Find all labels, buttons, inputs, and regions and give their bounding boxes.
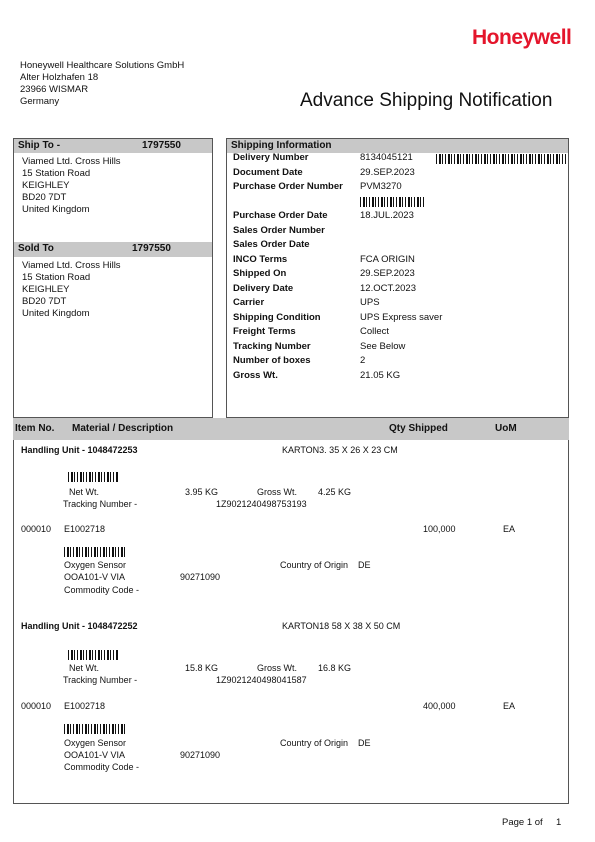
- sender-line: Alter Holzhafen 18: [20, 72, 99, 83]
- shipping-condition-label: Shipping Condition: [233, 312, 321, 323]
- item-barcode: [64, 724, 126, 734]
- country-label: Country of Origin: [280, 738, 349, 748]
- address-line: BD20 7DT: [22, 296, 67, 307]
- ship-to-number: 1797550: [142, 140, 181, 151]
- sold-to-header: [14, 242, 212, 257]
- carrier: UPS: [360, 297, 380, 308]
- handling-unit-title: Handling Unit - 1048472253: [21, 445, 138, 455]
- tracking-label: Tracking Number -: [63, 675, 138, 685]
- address-line: United Kingdom: [22, 204, 90, 215]
- tracking-label: Tracking Number -: [63, 499, 138, 509]
- address-line: Viamed Ltd. Cross Hills: [22, 260, 121, 271]
- freight-terms-label: Freight Terms: [233, 326, 296, 337]
- carton-dimensions: KARTON3. 35 X 26 X 23 CM: [282, 445, 398, 455]
- sender-line: Honeywell Healthcare Solutions GmbH: [20, 60, 185, 71]
- address-line: Viamed Ltd. Cross Hills: [22, 156, 121, 167]
- ship-to-label: Ship To -: [18, 140, 61, 151]
- page-label: Page 1 of: [502, 817, 543, 828]
- po-number: PVM3270: [360, 181, 402, 192]
- gross-wt: 16.8 KG: [318, 663, 352, 673]
- gross-wt-label: Gross Wt.: [257, 663, 297, 673]
- items-header: [13, 418, 569, 440]
- address-line: KEIGHLEY: [22, 180, 70, 191]
- uom: EA: [503, 524, 516, 534]
- sold-to-address: [22, 260, 121, 320]
- carton-dimensions: KARTON18 58 X 38 X 50 CM: [282, 621, 401, 631]
- part-number: OOA101-V VIA: [64, 750, 126, 760]
- material: E1002718: [64, 524, 106, 534]
- freight-terms: Collect: [360, 326, 390, 337]
- gross-wt-label: Gross Wt.: [233, 370, 278, 381]
- po-number-label: Purchase Order Number: [233, 181, 343, 192]
- gross-wt: 21.05 KG: [360, 370, 401, 381]
- qty-shipped: 100,000: [423, 524, 456, 534]
- inco-terms-label: INCO Terms: [233, 254, 288, 265]
- delivery-date: 12.OCT.2023: [360, 283, 416, 294]
- material: E1002718: [64, 701, 106, 711]
- delivery-barcode: [436, 154, 566, 164]
- tracking: 1Z9021240498753193: [216, 499, 307, 509]
- item-description: Oxygen Sensor: [64, 738, 127, 748]
- part-number: OOA101-V VIA: [64, 572, 126, 582]
- shipping-condition: UPS Express saver: [360, 312, 443, 323]
- page-total: 1: [556, 817, 562, 828]
- sender-line: 23966 WISMAR: [20, 84, 89, 95]
- country-label: Country of Origin: [280, 560, 349, 570]
- delivery-number-label: Delivery Number: [233, 152, 309, 163]
- address-line: United Kingdom: [22, 308, 90, 319]
- address-line: BD20 7DT: [22, 192, 67, 203]
- po-date: 18.JUL.2023: [360, 210, 414, 221]
- net-wt: 3.95 KG: [185, 487, 219, 497]
- number-of-boxes-label: Number of boxes: [233, 355, 311, 366]
- number-of-boxes: 2: [360, 355, 366, 366]
- tracking-number: See Below: [360, 341, 406, 352]
- po-date-label: Purchase Order Date: [233, 210, 328, 221]
- net-wt: 15.8 KG: [185, 663, 219, 673]
- shipping-info-header: [227, 139, 568, 153]
- sold-to-number: 1797550: [132, 243, 171, 254]
- qty-header: Qty Shipped: [389, 423, 448, 434]
- commodity-label: Commodity Code -: [64, 585, 140, 595]
- net-wt-label: Net Wt.: [69, 663, 100, 673]
- sales-order-date-label: Sales Order Date: [233, 239, 310, 250]
- po-barcode: [360, 197, 424, 207]
- item-no-header: Item No.: [15, 423, 55, 434]
- qty-shipped: 400,000: [423, 701, 456, 711]
- inco-terms: FCA ORIGIN: [360, 254, 415, 265]
- document-date: 29.SEP.2023: [360, 167, 415, 178]
- delivery-date-label: Delivery Date: [233, 283, 294, 294]
- material-header: Material / Description: [72, 423, 174, 434]
- shipping-info-title: Shipping Information: [231, 140, 332, 151]
- document-title: Advance Shipping Notification: [300, 90, 553, 111]
- sold-to-label: Sold To: [18, 243, 54, 254]
- gross-wt: 4.25 KG: [318, 487, 352, 497]
- document-date-label: Document Date: [233, 167, 303, 178]
- net-wt-label: Net Wt.: [69, 487, 100, 497]
- tracking-number-label: Tracking Number: [233, 341, 311, 352]
- ship-to-header: [14, 139, 212, 153]
- carrier-label: Carrier: [233, 297, 265, 308]
- handling-unit-barcode: [68, 472, 118, 482]
- address-line: 15 Station Road: [22, 168, 91, 179]
- handling-unit-barcode: [68, 650, 118, 660]
- item-no: 000010: [21, 701, 52, 711]
- sender-line: Germany: [20, 96, 60, 107]
- shipped-on: 29.SEP.2023: [360, 268, 415, 279]
- handling-unit-title: Handling Unit - 1048472252: [21, 621, 138, 631]
- shipped-on-label: Shipped On: [233, 268, 287, 279]
- tracking: 1Z9021240498041587: [216, 675, 307, 685]
- honeywell-logo: Honeywell: [472, 26, 572, 49]
- commodity-code: 90271090: [180, 750, 221, 760]
- item-barcode: [64, 547, 126, 557]
- delivery-number: 8134045121: [360, 152, 413, 163]
- address-line: 15 Station Road: [22, 272, 91, 283]
- country: DE: [358, 560, 371, 570]
- country: DE: [358, 738, 371, 748]
- item-no: 000010: [21, 524, 52, 534]
- address-line: KEIGHLEY: [22, 284, 70, 295]
- uom: EA: [503, 701, 516, 711]
- gross-wt-label: Gross Wt.: [257, 487, 297, 497]
- ship-to-address: [22, 156, 121, 216]
- uom-header: UoM: [495, 423, 517, 434]
- sender-address: [20, 60, 184, 108]
- sales-order-number-label: Sales Order Number: [233, 225, 325, 236]
- commodity-label: Commodity Code -: [64, 762, 140, 772]
- commodity-code: 90271090: [180, 572, 221, 582]
- item-description: Oxygen Sensor: [64, 560, 127, 570]
